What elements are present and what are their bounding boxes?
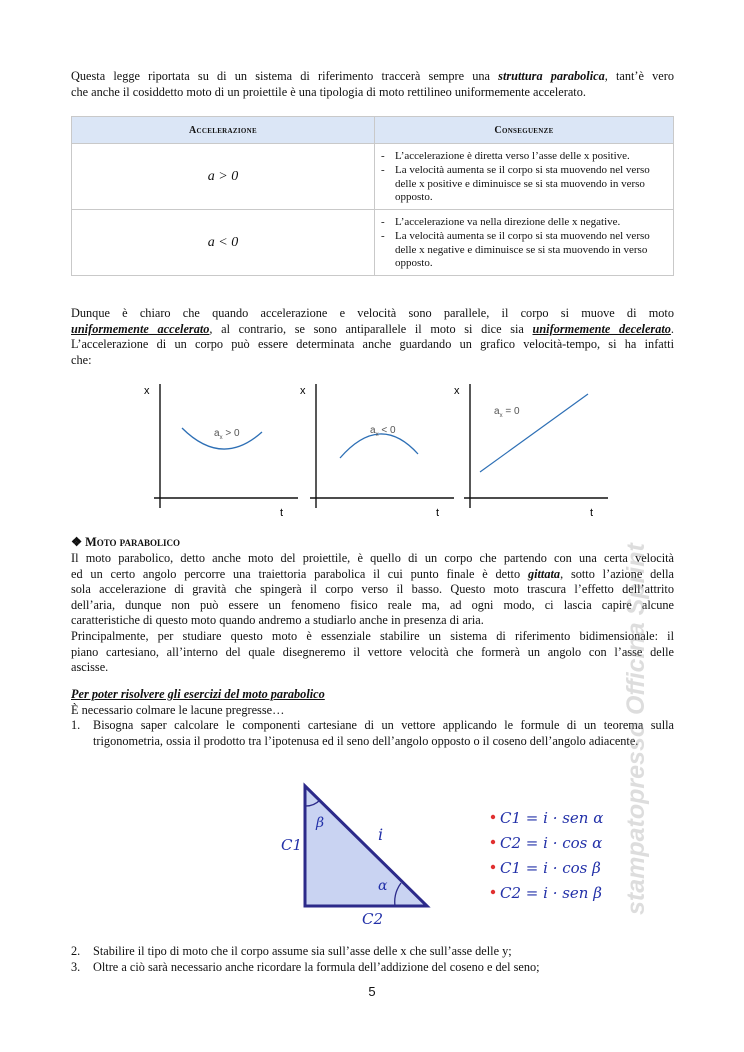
section-title: Moto parabolico [85,535,180,549]
uniformemente-decelerato-emphasis: uniformemente decelerato [532,321,671,336]
diamond-bullet-icon: ❖ [71,535,83,549]
table-row [72,144,674,210]
intro-paragraph [71,69,674,100]
acceleration-table [71,116,674,276]
section-heading [71,535,180,550]
angle-beta-label: β [316,815,325,831]
table-row [72,210,674,276]
list-item: - La velocità aumenta se il corpo si sta muovendo nel verso delle x negative e diminuisce se si sta muovendo in verso opposto. [381,229,650,270]
intro-line-2: che anche il cosiddetto moto di un proiettile è una tipologia di moto rettilineo uniformemente accelerato. [71,84,586,99]
x-axis-label: t [436,507,440,519]
para3-line-7: piano cartesiano, all’interno del quale disegneremo il vettore velocità che formerà un angolo con l’asse delle [71,644,674,659]
list-number: 2. [71,944,81,958]
gittata-emphasis: gittata [527,566,561,581]
list-text: Stabilire il tipo di moto che il corpo assume sia sull’asse delle x che sull’asse delle y; [93,944,512,958]
red-dot-icon [491,840,495,844]
para3-line-8: ascisse. [71,660,109,675]
table-header-row [72,117,674,144]
exercises-heading: Per poter risolvere gli esercizi del moto parabolico [71,687,325,701]
intro-line-1: Questa legge riportata su di un sistema di riferimento traccerà sempre una struttura parabolica, tant’è vero [71,69,674,83]
header-accelerazione: Accelerazione [72,117,375,144]
acceleration-paragraph [71,306,674,368]
curve-annotation: $a_x < 0$ [370,425,396,438]
list-number: 3. [71,959,81,974]
para3-line-4: dell’aria, dunque non può essere un fenomeno fisico reale ma, ad ogni modo, ci lascia capire alcune [71,597,674,612]
list-item [71,944,674,960]
para3-line-3: sola accelerazione di gravità che spingerà il corpo verso il basso. Questo moto trascura l’effetto dell’attrito [71,582,674,597]
struttura-parabolica-emphasis: struttura parabolica [498,69,605,83]
curve-annotation: $a_x = 0$ [494,406,520,419]
handwritten-formulas [488,805,628,915]
angle-alpha-label: α [378,878,388,894]
parabolic-motion-paragraph [71,551,674,676]
consequences-positive [375,144,674,210]
formula-2: C2 = i · cos α [500,834,603,852]
red-dot-icon [491,865,495,869]
header-conseguenze: Conseguenze [375,117,674,144]
y-axis-label: x [144,385,150,397]
graph-negative-acceleration [296,378,456,520]
graph-zero-acceleration [450,378,610,520]
uniformemente-accelerato-emphasis: uniformemente accelerato [71,321,210,336]
red-dot-icon [491,890,495,894]
x-axis-label: t [280,507,284,519]
graph-positive-acceleration [140,378,300,520]
hypotenuse-label: i [378,825,384,844]
para2-line-4: che: [71,352,92,367]
para2-line-1: Dunque è chiaro che quando accelerazione e velocità sono parallele, il corpo si muove di moto [71,306,674,320]
curve-annotation: $a_x > 0$ [214,428,240,441]
position-curve [340,434,418,458]
formula-4: C2 = i · sen β [500,884,602,902]
triangle-shape [305,786,427,906]
list-item: - L’accelerazione va nella direzione delle x negative. [381,216,621,229]
list-item: - La velocità aumenta se il corpo si sta muovendo nel verso delle x positive e diminuisce se si sta muovendo in verso opposto. [381,163,650,204]
page-number: 5 [368,984,376,999]
condition-negative: a < 0 [72,210,375,276]
horizontal-side-label: C2 [362,910,384,928]
formula-1: C1 = i · sen α [500,809,604,827]
para3-line-1: Il moto parabolico, detto anche moto del proiettile, è quello di un corpo che partendo con una certa velocità [71,551,674,565]
list-text: Oltre a ciò sarà necessario anche ricordare la formula dell’addizione del coseno e del seno; [93,959,540,974]
y-axis-label: x [454,385,460,397]
para3-line-6: Principalmente, per studiare questo moto è essenziale stabilire un sistema di riferimento bidimensionale: il [71,628,674,643]
condition-positive: a > 0 [72,144,375,210]
consequences-negative [375,210,674,276]
list-item [71,718,674,749]
para3-line-5: caratteristiche di questo moto quando andremo a studiarlo anche in presenza di aria. [71,613,484,628]
exercise-list-1 [71,718,674,749]
list-number: 1. [71,718,81,732]
para2-line-2: uniformemente accelerato, al contrario, se sono antiparallele il moto si dice sia uniformemente decelerato. [71,321,674,336]
y-axis-label: x [300,385,306,397]
para2-line-3: L’accelerazione di un corpo può essere determinata anche guardando un grafico velocità-tempo, si ha infatti [71,337,674,352]
exercise-list-2 [71,944,674,975]
right-triangle-diagram [270,778,440,928]
list-text: Bisogna saper calcolare le componenti cartesiane di un vettore applicando le formule di un teorema sulla trigonometria, ossia il prodotto tra l’ipotenusa ed il seno dell’angolo opposto o il coseno dell’angolo adiacente. [93,718,674,748]
exercises-subline: È necessario colmare le lacune pregresse… [71,702,285,717]
vertical-side-label: C1 [281,836,303,854]
x-axis-label: t [590,507,594,519]
red-dot-icon [491,815,495,819]
list-item [71,960,674,976]
list-item: - L’accelerazione è diretta verso l’asse delle x positive. [381,150,630,163]
para3-line-2: ed un certo angolo percorre una traiettoria parabolica il cui punto finale è detto gittata, sotto l’azione della [71,566,674,581]
formula-3: C1 = i · cos β [500,859,601,877]
exercises-block [71,687,674,718]
watermark: stampatopresso Officina Sprint [622,543,650,915]
